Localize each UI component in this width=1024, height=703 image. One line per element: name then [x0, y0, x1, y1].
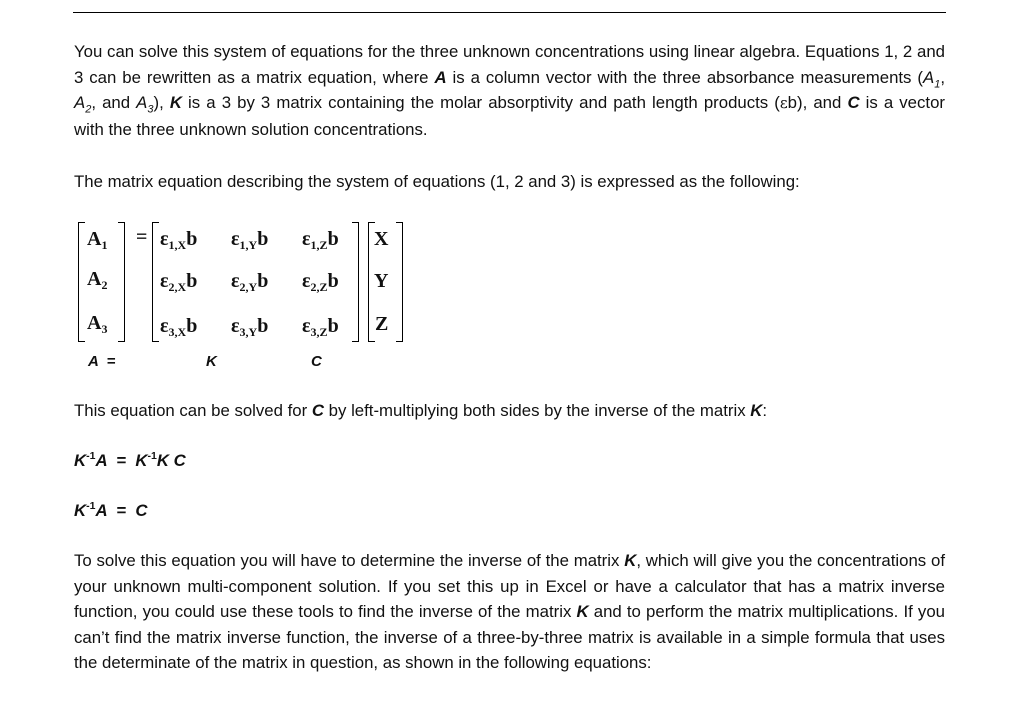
var-k: K [576, 602, 589, 621]
a-vector-cell: $A_1$ [87, 228, 108, 252]
var-a2: $A_2$ [74, 93, 92, 116]
solve-paragraph: This equation can be solved for C by left-multiplying both sides by the inverse of the matrix K: [74, 401, 768, 420]
inverse-explanation-paragraph: To solve this equation you will have to determine the inverse of the matrix K, which will give you the concentrations of your unknown multi-component solution. If you set this up in Excel or have a calculator that has a matrix inverse function, you could use these tools to find the inverse of the matrix K and to perform the matrix multiplications. If you can’t find the matrix inverse function, the inverse of a three-by-three matrix is available in a simple formula that uses the determinate of the matrix in question, as shown in the following equations: [74, 551, 945, 672]
var-a: A [434, 67, 447, 87]
k-right-bracket [352, 222, 359, 342]
top-divider [73, 12, 946, 13]
k-matrix-cell: $\varepsilon_{2,Z}b$ [302, 270, 339, 294]
k-matrix-cell: $\varepsilon_{1,X}b$ [160, 228, 198, 252]
label-a: A = [88, 353, 116, 370]
label-k: K [206, 353, 217, 370]
var-c: C [847, 93, 860, 112]
k-left-bracket [152, 222, 159, 342]
var-a3: $A_3$ [136, 93, 154, 116]
k-matrix-cell: $\varepsilon_{1,Y}b$ [231, 228, 269, 252]
label-c: C [311, 353, 322, 370]
k-matrix-cell: $\varepsilon_{1,Z}b$ [302, 228, 339, 252]
inverse-equation-1: $K^{-1}A = K^{-1}K$ C [74, 450, 186, 470]
k-matrix-cell: $\varepsilon_{2,Y}b$ [231, 270, 269, 294]
var-c: C [311, 401, 325, 420]
var-k: K [169, 93, 182, 112]
c-vector-cell: X [374, 228, 389, 250]
k-matrix-cell: $\varepsilon_{2,X}b$ [160, 270, 198, 294]
inverse-equation-2: $K^{-1}A = C$ [74, 500, 148, 520]
var-k: K [750, 401, 763, 420]
matrix-intro-paragraph: The matrix equation describing the system of equations (1, 2 and 3) is expressed as the following: [74, 172, 800, 191]
c-vector-cell: Z [375, 313, 389, 335]
c-vector-cell: Y [374, 270, 389, 292]
k-matrix-cell: $\varepsilon_{3,X}b$ [160, 315, 198, 339]
intro-paragraph: You can solve this system of equations for the three unknown concentrations using linear algebra. Equations 1, 2 and 3 can be rewritten as a matrix equation, where A is a column vector with the three absorbance measurements ($A_1$, $A_2$, and $A_3$), K is a 3 by 3 matrix containing the molar absorptivity and path length products (εb), and C is a vector with the three unknown solution concentrations. [74, 42, 945, 139]
equals-sign: = [136, 226, 148, 248]
a-right-bracket [118, 222, 125, 342]
k-matrix-cell: $\varepsilon_{3,Y}b$ [231, 315, 269, 339]
var-k: K [624, 551, 637, 570]
a-left-bracket [78, 222, 85, 342]
a-vector-cell: $A_2$ [87, 268, 108, 292]
c-right-bracket [396, 222, 403, 342]
k-matrix-cell: $\varepsilon_{3,Z}b$ [302, 315, 339, 339]
var-a1: $A_1$ [923, 67, 941, 90]
a-vector-cell: $A_3$ [87, 312, 108, 336]
c-left-bracket [368, 222, 375, 342]
